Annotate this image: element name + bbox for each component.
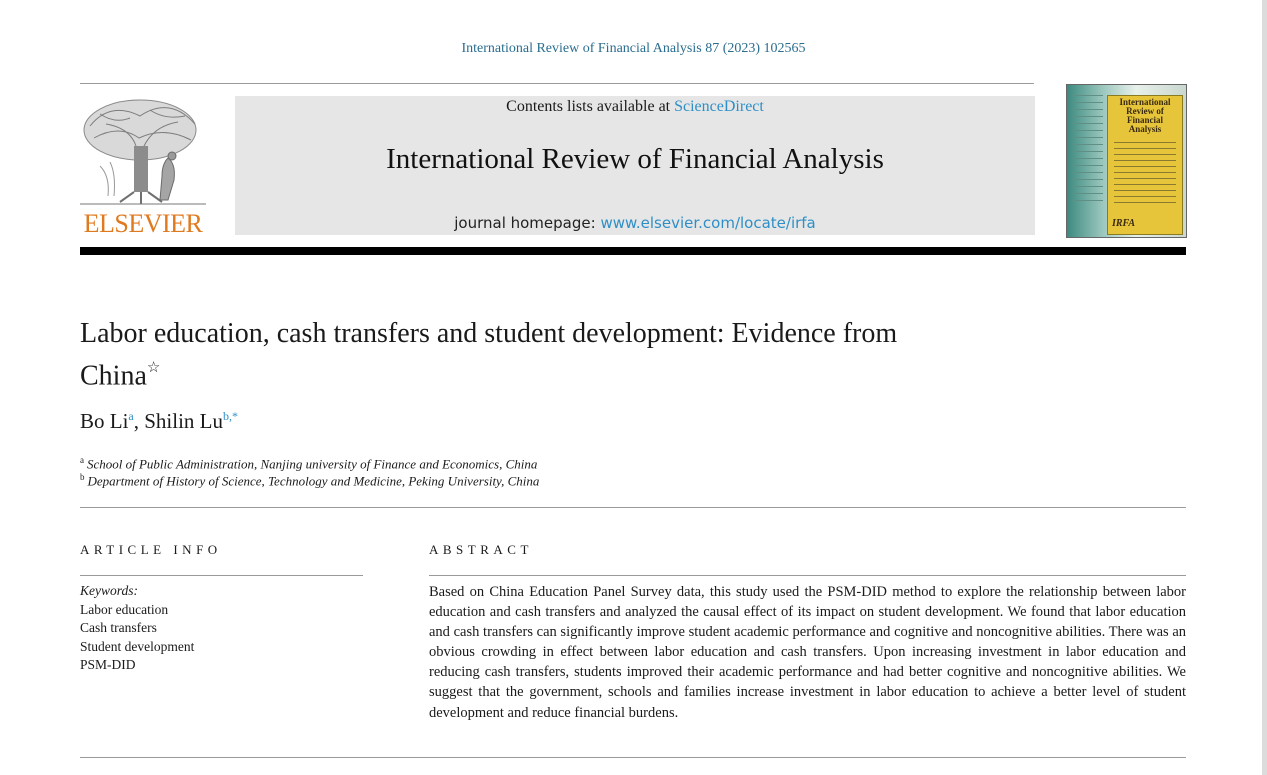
author-separator: , [133,409,145,433]
keywords-label: Keywords: [80,583,138,598]
abstract-rule [429,575,1186,576]
keyword-item: PSM-DID [80,657,136,672]
author-affil-mark[interactable]: a [128,409,134,423]
keywords-block [80,582,194,675]
abstract-text: Based on China Education Panel Survey data, this study used the PSM-DID method to explore the relationship between labor education and cash transfers and analyzed the causal effect of its impact on student development. We found that labor education and cash transfers can significantly improve student academic performance and cognitive and noncognitive abilities. There was an obvious crowding in effect between labor education and cash transfers. Upon increasing investment in labor education and reducing cash transfers, students improved their academic performance and had better cognitive and noncognitive abilities. We suggest that the government, schools and families increase investment in labor education to achieve a better level of student development and reduce financial burdens. [429,584,1186,721]
abstract-heading: ABSTRACT [429,542,533,557]
section-divider [80,507,1186,508]
bottom-divider [80,757,1186,758]
affiliation-b [80,472,539,489]
elsevier-logo [80,96,206,238]
elsevier-wordmark: ELSEVIER [83,209,203,238]
author-affil-mark[interactable]: b,* [223,409,239,423]
homepage-line [235,214,1035,232]
affiliation-mark: a [80,455,84,465]
keyword-item: Cash transfers [80,620,157,635]
title-footnote-mark[interactable]: ☆ [146,360,161,376]
affiliation-text: School of Public Administration, Nanjing university of Finance and Economics, China [87,456,538,472]
article-title-text: Labor education, cash transfers and student development: Evidence from China [80,318,898,392]
tree-icon [80,96,206,208]
author-name[interactable]: Bo Li [80,409,129,433]
article-info-heading: ARTICLE INFO [80,542,222,557]
cover-panel [1107,95,1183,235]
journal-title: International Review of Financial Analysis [386,143,884,175]
article-title [80,315,980,394]
author-name[interactable]: Shilin Lu [144,409,224,433]
homepage-prefix: journal homepage: [454,214,601,232]
header-divider [80,83,1034,84]
journal-banner [235,96,1035,235]
contents-line [235,98,1035,116]
contents-prefix: Contents lists available at [506,98,675,115]
homepage-link[interactable]: www.elsevier.com/locate/irfa [600,214,816,232]
affiliation-text: Department of History of Science, Technology and Medicine, Peking University, China [87,473,540,489]
keyword-item: Labor education [80,601,169,617]
cover-decoration [1073,95,1103,207]
article-info-rule [80,575,363,576]
cover-title: International Review of Financial Analysis [1119,97,1171,134]
journal-cover-image[interactable] [1066,84,1187,238]
keyword-item: Student development [80,638,195,654]
cover-contents-lines [1114,142,1176,208]
journal-citation[interactable]: International Review of Financial Analysis 87 (2023) 102565 [461,41,806,56]
header-thick-rule [80,247,1186,255]
author-list [80,409,238,434]
page-edge [1262,0,1267,775]
cover-brand: IRFA [1112,218,1135,229]
sciencedirect-link[interactable]: ScienceDirect [674,98,764,115]
affiliation-mark: b [80,472,85,482]
affiliation-a [80,455,537,472]
